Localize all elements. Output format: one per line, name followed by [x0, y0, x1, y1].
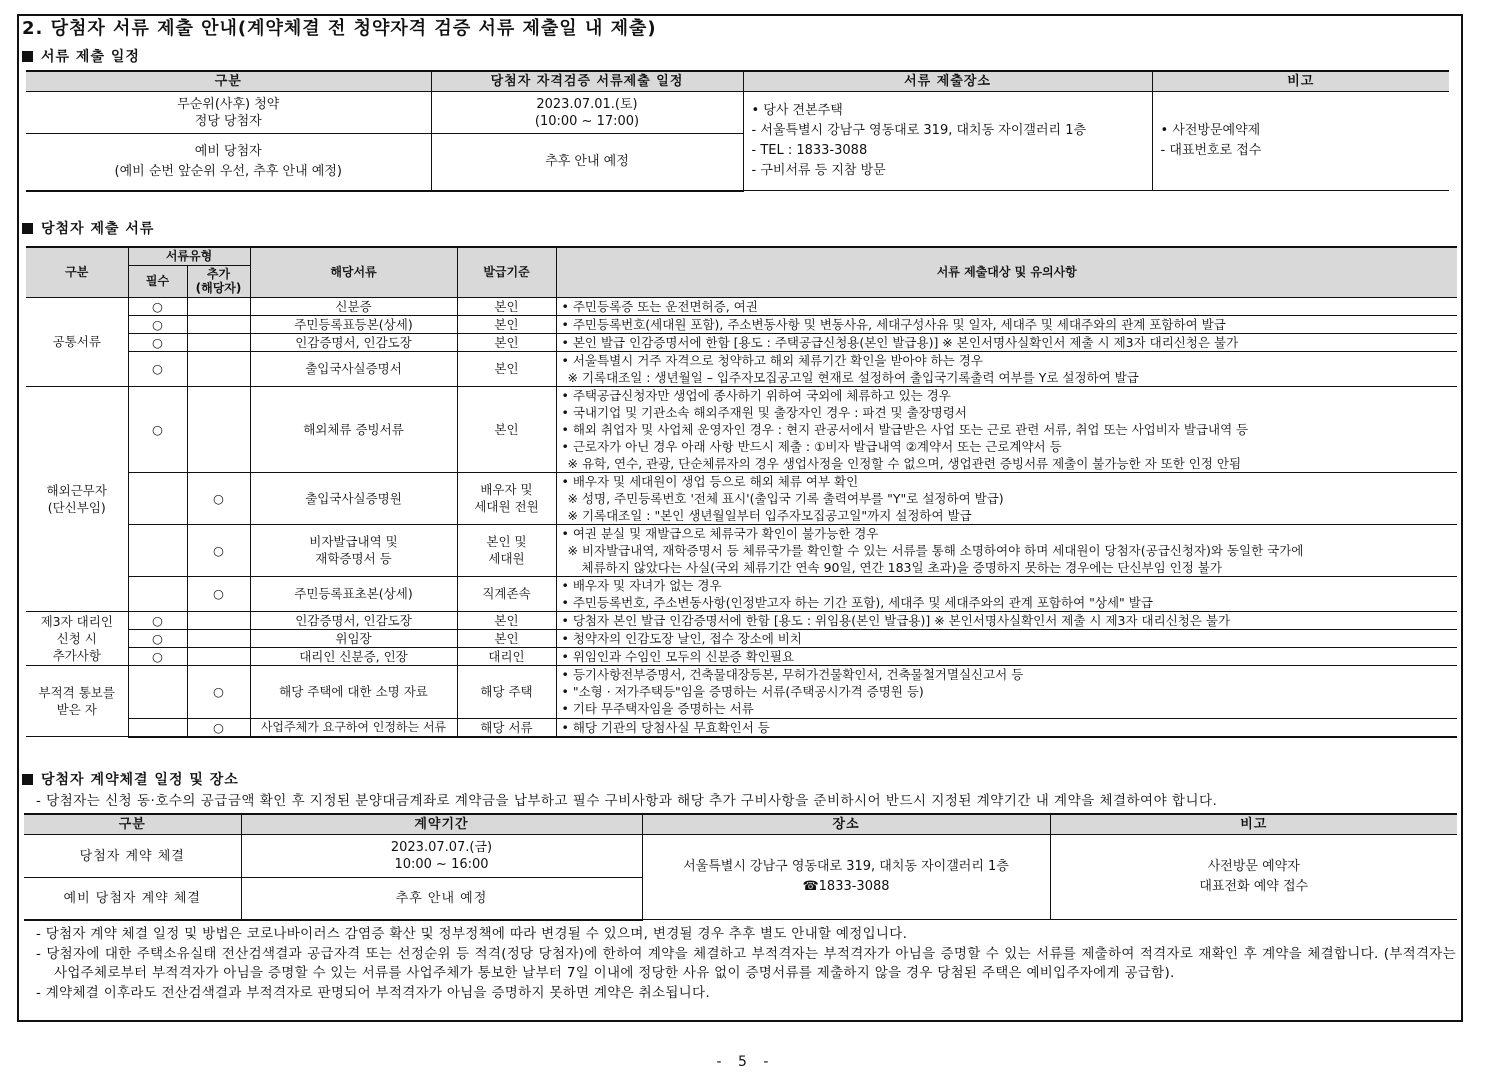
additional-mark — [187, 351, 250, 386]
category-cell: 제3자 대리인 신청 시 추가사항 — [26, 611, 128, 665]
issuer: 본인 — [457, 351, 556, 386]
required-mark — [128, 576, 187, 611]
col-header: 비고 — [1152, 71, 1449, 92]
issuer: 해당 주택 — [457, 665, 556, 718]
col-header: 장소 — [642, 814, 1050, 835]
contract-notes — [36, 925, 1460, 1003]
col-header: 계약기간 — [241, 814, 642, 835]
doc-name: 해당 주택에 대한 소명 자료 — [250, 665, 457, 718]
required-mark: ○ — [128, 629, 187, 647]
doc-name: 인감증명서, 인감도장 — [250, 333, 457, 351]
square-bullet-icon — [22, 223, 33, 234]
required-mark — [128, 718, 187, 737]
issuer: 본인 — [457, 297, 556, 315]
col-header: 서류 제출대상 및 유의사항 — [556, 247, 1457, 297]
schedule-heading: 서류 제출 일정 — [22, 46, 140, 66]
doc-notes: • 배우자 및 자녀가 없는 경우 • 주민등록번호, 주소변동사항(인정받고자 하는 기간 포함), 세대주 및 세대주와의 관계 포함하여 "상세" 발급 — [556, 576, 1457, 611]
doc-notes: • 배우자 및 세대원이 생업 등으로 해외 체류 여부 확인 ※ 성명, 주민등록번호 '전체 표시'(출입국 기록 출력여부를 "Y"로 설정하여 발급) ※ 기록대조일 : "본인 생년월일부터 입주자모집공고일"까지 설정하여 발급 — [556, 472, 1457, 524]
additional-mark — [187, 629, 250, 647]
note-item: - 계약체결 이후라도 전산검색결과 부적격자로 판명되어 부적격자가 아님을 증명하지 못하면 계약은 취소됩니다. — [36, 984, 710, 1001]
col-header: 서류유형 — [128, 247, 250, 265]
place-cell: 서울특별시 강남구 영동대로 319, 대치동 자이갤러리 1층 ☎1833-3088 — [642, 835, 1050, 920]
issuer: 본인 — [457, 333, 556, 351]
type-cell: 무순위(사후) 청약 정당 당첨자 — [26, 92, 431, 134]
additional-mark — [187, 297, 250, 315]
doc-notes: • 당첨자 본인 발급 인감증명서에 한함 [용도 : 위임용(본인 발급용)] ※ 본인서명사실확인서 제출 시 제3자 대리신청은 불가 — [556, 611, 1457, 629]
col-header: 당첨자 자격검증 서류제출 일정 — [431, 71, 743, 92]
required-documents-table — [26, 246, 1457, 738]
square-bullet-icon — [22, 774, 33, 785]
additional-mark — [187, 333, 250, 351]
doc-notes: • 본인 발급 인감증명서에 한함 [용도 : 주택공급신청용(본인 발급용)] ※ 본인서명사실확인서 제출 시 제3자 대리신청은 불가 — [556, 333, 1457, 351]
required-mark: ○ — [128, 351, 187, 386]
submission-schedule-table — [26, 70, 1449, 192]
col-header: 구분 — [24, 814, 241, 835]
required-mark: ○ — [128, 386, 187, 472]
date-cell: 2023.07.01.(토) (10:00 ~ 17:00) — [431, 92, 743, 134]
section-title: 2. 당첨자 서류 제출 안내(계약체결 전 청약자격 검증 서류 제출일 내 제출) — [22, 18, 657, 39]
issuer: 해당 서류 — [457, 718, 556, 737]
additional-mark: ○ — [187, 718, 250, 737]
additional-mark: ○ — [187, 665, 250, 718]
doc-name: 사업주체가 요구하여 인정하는 서류 — [250, 718, 457, 737]
additional-mark — [187, 315, 250, 333]
doc-notes: • 등기사항전부증명서, 건축물대장등본, 무허가건물확인서, 건축물철거멸실신고서 등 • "소형 · 저가주택등"임을 증명하는 서류(주택공시가격 증명원 등) • 기타 무주택자임을 증명하는 서류 — [556, 665, 1457, 718]
required-mark: ○ — [128, 647, 187, 665]
col-header: 구분 — [26, 71, 431, 92]
docs-heading: 당첨자 제출 서류 — [22, 218, 154, 238]
contract-intro: - 당첨자는 신청 동·호수의 공급금액 확인 후 지정된 분양대금계좌로 계약금을 납부하고 필수 구비사항과 해당 추가 구비사항을 준비하시어 반드시 지정된 계약기간 내 계약을 체결하여야 합니다. — [36, 793, 1218, 809]
issuer: 배우자 및 세대원 전원 — [457, 472, 556, 524]
doc-name: 위임장 — [250, 629, 457, 647]
col-header: 필수 — [128, 265, 187, 297]
note-cell: • 사전방문예약제 - 대표번호로 접수 — [1152, 92, 1449, 191]
period-cell: 2023.07.07.(금) 10:00 ~ 16:00 — [241, 835, 642, 878]
category-cell: 해외근무자 (단신부임) — [26, 386, 128, 611]
contract-heading: 당첨자 계약체결 일정 및 장소 — [22, 769, 239, 789]
doc-notes: • 위임인과 수임인 모두의 신분증 확인필요 — [556, 647, 1457, 665]
col-header: 비고 — [1050, 814, 1457, 835]
required-mark: ○ — [128, 611, 187, 629]
issuer: 본인 — [457, 611, 556, 629]
contract-schedule-table — [24, 813, 1457, 921]
place-cell: • 당사 견본주택 - 서울특별시 강남구 영동대로 319, 대치동 자이갤러리 1층 - TEL : 1833-3088 - 구비서류 등 지참 방문 — [743, 92, 1152, 191]
required-mark: ○ — [128, 333, 187, 351]
doc-notes: • 주민등록증 또는 운전면허증, 여권 — [556, 297, 1457, 315]
category-cell: 공통서류 — [26, 297, 128, 386]
issuer: 본인 — [457, 629, 556, 647]
doc-name: 해외체류 증빙서류 — [250, 386, 457, 472]
required-mark — [128, 665, 187, 718]
additional-mark — [187, 647, 250, 665]
issuer: 본인 — [457, 386, 556, 472]
doc-notes: • 주민등록번호(세대원 포함), 주소변동사항 및 변동사유, 세대구성사유 및 일자, 세대주 및 세대주와의 관계 포함하여 발급 — [556, 315, 1457, 333]
doc-notes: • 해당 기관의 당첨사실 무효확인서 등 — [556, 718, 1457, 737]
doc-name: 출입국사실증명원 — [250, 472, 457, 524]
doc-notes: • 서울특별시 거주 자격으로 청약하고 해외 체류기간 확인을 받아야 하는 경우 ※ 기록대조일 : 생년월일 – 입주자모집공고일 현재로 설정하여 출입국기록출력 여부를 Y로 설정하여 발급 — [556, 351, 1457, 386]
doc-name: 대리인 신분증, 인장 — [250, 647, 457, 665]
additional-mark: ○ — [187, 472, 250, 524]
additional-mark: ○ — [187, 524, 250, 576]
issuer: 본인 — [457, 315, 556, 333]
required-mark — [128, 472, 187, 524]
additional-mark: ○ — [187, 576, 250, 611]
doc-name: 신분증 — [250, 297, 457, 315]
date-cell: 추후 안내 예정 — [431, 134, 743, 191]
issuer: 직계존속 — [457, 576, 556, 611]
col-header: 발급기준 — [457, 247, 556, 297]
doc-notes: • 여권 분실 및 재발급으로 체류국가 확인이 불가능한 경우 ※ 비자발급내역, 재학증명서 등 체류국가를 확인할 수 있는 서류를 통해 소명하여야 하며 세대원이 당첨자(공급신청자)와 동일한 국가에 체류하지 않았다는 사실(국외 체류기간 연속 90일, 연간 183일 초과)을 증명하지 못하는 경우에는 단신부임 인정 불가 — [556, 524, 1457, 576]
doc-name: 출입국사실증명서 — [250, 351, 457, 386]
col-header: 서류 제출장소 — [743, 71, 1152, 92]
required-mark: ○ — [128, 315, 187, 333]
square-bullet-icon — [22, 51, 33, 62]
note-item: - 당첨자 계약 체결 일정 및 방법은 코로나바이러스 감염증 확산 및 정부정책에 따라 변경될 수 있으며, 변경될 경우 추후 별도 안내할 예정입니다. — [36, 926, 908, 942]
category-cell: 부적격 통보를 받은 자 — [26, 665, 128, 737]
required-mark — [128, 524, 187, 576]
additional-mark — [187, 611, 250, 629]
col-header: 구분 — [26, 247, 128, 297]
required-mark: ○ — [128, 297, 187, 315]
type-cell: 예비 당첨자 계약 체결 — [24, 878, 241, 920]
doc-notes: • 주택공급신청자만 생업에 종사하기 위하여 국외에 체류하고 있는 경우 • 국내기업 및 기관소속 해외주재원 및 출장자인 경우 : 파견 및 출장명령서 • 해외 취업자 및 사업체 운영자인 경우 : 현지 관공서에서 발급받은 사업 또는 근로 관련 서류, 취업 또는 사업비자 발급내역 등 • 근로자가 아닌 경우 아래 사항 반드시 제출 : ①비자 발급내역 ②계약서 또는 근로계약서 등 ※ 유학, 연수, 관광, 단순체류자의 경우 생업사정을 인정할 수 없으며, 생업관련 증빙서류 제출이 불가능한 자 또한 인정 안됨 — [556, 386, 1457, 472]
page-number: - 5 - — [716, 1054, 775, 1070]
issuer: 본인 및 세대원 — [457, 524, 556, 576]
period-cell: 추후 안내 예정 — [241, 878, 642, 920]
type-cell: 예비 당첨자 (예비 순번 앞순위 우선, 추후 안내 예정) — [26, 134, 431, 191]
note-item: - 당첨자에 대한 주택소유실태 전산검색결과 공급자격 또는 선정순위 등 적격(정당 당첨자)에 한하여 계약을 체결하고 부적격자는 부적격자가 아님을 증명할 수 있는 서류를 제출하여 적격자로 재확인 후 계약을 체결합니다. (부적격자는 사업주체로부터 부적격자가 아님을 증명할 수 있는 서류를 사업주체가 통보한 날부터 7일 이내에 정당한 사유 없이 증명서류를 제출하지 않을 경우 당첨된 주택은 예비입주자에게 공급함). — [36, 945, 1456, 981]
issuer: 대리인 — [457, 647, 556, 665]
type-cell: 당첨자 계약 체결 — [24, 835, 241, 878]
col-header: 해당서류 — [250, 247, 457, 297]
additional-mark — [187, 386, 250, 472]
note-cell: 사전방문 예약자 대표전화 예약 접수 — [1050, 835, 1457, 920]
doc-notes: • 청약자의 인감도장 날인, 접수 장소에 비치 — [556, 629, 1457, 647]
doc-name: 비자발급내역 및 재학증명서 등 — [250, 524, 457, 576]
doc-name: 주민등록표등본(상세) — [250, 315, 457, 333]
doc-name: 주민등록표초본(상세) — [250, 576, 457, 611]
col-header: 추가 (해당자) — [187, 265, 250, 297]
doc-name: 인감증명서, 인감도장 — [250, 611, 457, 629]
